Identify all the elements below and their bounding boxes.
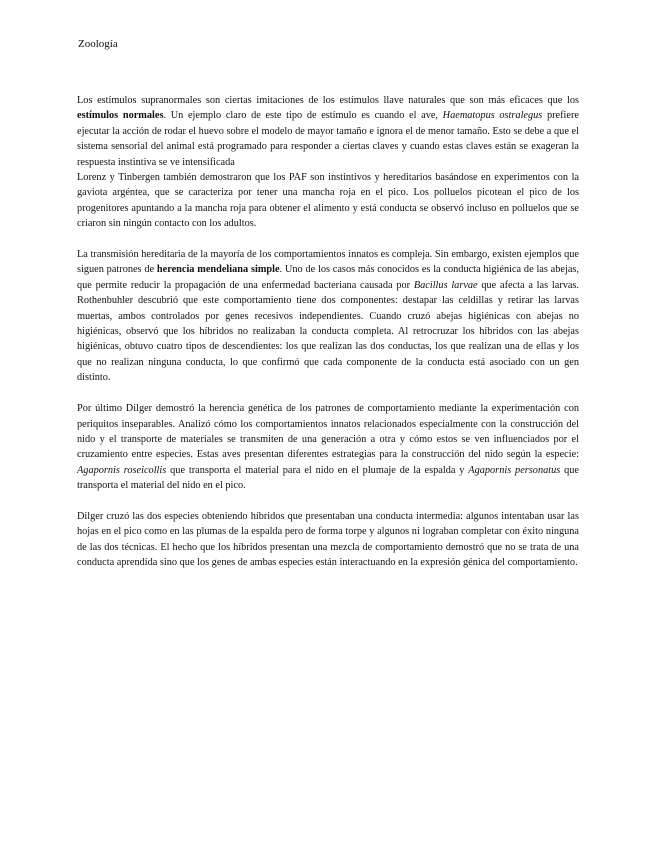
species-name: Haematopus ostralegus: [442, 110, 543, 122]
species-name: Bacillus larvae: [413, 279, 478, 291]
page-header: Zoología: [78, 38, 118, 50]
document-body: [77, 93, 579, 571]
species-name: Agapornis personatus: [468, 464, 561, 476]
paragraph-dilger-lovebirds: Por último Dilger demostró la herencia genética de los patrones de comportamiento mediante la experimentación con periquitos inseparables. Analizó cómo los comportamientos innatos relacionados especialmente con la construcción del nido y el transporte de materiales se transmiten de una generación a otra y cómo estos se ven influenciados por el cruzamiento entre especies. Estas aves presentan diferentes estrategias para la construcción del nido según la especie: Agapornis roseicollis que transporta el material para el nido en el plumaje de la espalda y Agapornis personatus que transporta el material del nido en el pico.: [77, 403, 579, 492]
bold-term: herencia mendeliana simple: [156, 264, 280, 276]
paragraph-hereditary-transmission: La transmisión hereditaria de la mayoría de los comportamientos innatos es compleja. Sin embargo, existen ejemplos que siguen patrones de herencia mendeliana simple. Uno de los casos más conocidos es la conducta higiénica de las abejas, que permite reducir la propagación de una enfermedad bacteriana causada por Bacillus larvae que afecta a las larvas. Rothenbuhler descubrió que este comportamiento tiene dos componentes: destapar las celdillas y retirar las larvas muertas, ambos controlados por genes recesivos independientes. Cuando cruzó abejas higiénicas con abejas no higiénicas, observó que los híbridos no realizaban la conducta completa. Al retrocruzar los híbridos con las abejas higiénicas, obtuvo cuatro tipos de descendientes: los que realizan las dos conductas, los que realizan una de ellas y los que no realizan ninguna conducta, lo que confirmó que cada componente de la conducta está asociado con un gen distinto.: [77, 249, 579, 384]
paragraph-supranormal-stimuli: Los estímulos supranormales son ciertas imitaciones de los estímulos llave naturales que son más eficaces que los estímulos normales. Un ejemplo claro de este tipo de estímulo es cuando el ave, Haematopus ostralegus prefiere ejecutar la acción de rodar el huevo sobre el modelo de mayor tamaño e ignora el de menor tamaño. Esto se debe a que el sistema sensorial del animal está programado para responder a ciertas claves y cuando estas claves están se exageran la respuesta instintiva se ve intensificada: [77, 95, 579, 168]
bold-term: estímulos normales: [77, 110, 164, 122]
paragraph-lorenz-tinbergen: Lorenz y Tinbergen también demostraron que los PAF son instintivos y hereditarios basándose en experimentos con la gaviota argéntea, que se caracteriza por tener una mancha roja en el pico. Los polluelos picotean el pico de los progenitores apuntando a la mancha roja para obtener el alimento y está conducta se observó incluso en polluelos que se criaron sin ningún contacto con los adultos.: [77, 172, 579, 230]
paragraph-dilger-hybrids: Dilger cruzó las dos especies obteniendo híbridos que presentaban una conducta intermedia: algunos intentaban usar las hojas en el pico como en las plumas de la espalda pero de forma torpe y algunos ni lograban completar con éxito ninguna de las dos técnicas. El hecho que los híbridos presentan una mezcla de comportamiento demostró que no se trata de una conducta aprendida sino que los genes de ambas especies están interactuando en la expresión génica del comportamiento.: [77, 510, 579, 569]
species-name: Agapornis roseicollis: [77, 464, 167, 476]
